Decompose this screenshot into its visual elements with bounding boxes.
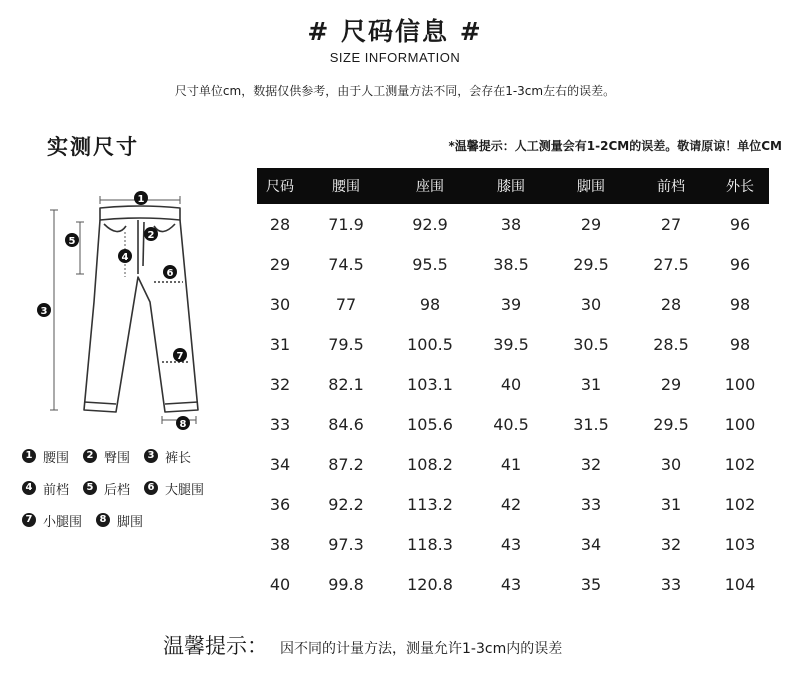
table-cell: 34 xyxy=(580,534,602,554)
legend-label: 小腿围 xyxy=(43,514,83,530)
legend-item-length xyxy=(144,447,191,466)
table-cell: 42 xyxy=(500,494,522,514)
table-cell: 30 xyxy=(580,294,602,314)
table-cell: 33 xyxy=(660,574,682,594)
legend-label: 后档 xyxy=(104,482,131,498)
table-cell: 30 xyxy=(660,454,682,474)
table-cell: 28 xyxy=(269,214,291,234)
legend-label: 腰围 xyxy=(43,450,70,466)
column-header: 座围 xyxy=(389,168,471,204)
table-cell: 27.5 xyxy=(653,254,689,274)
table-row xyxy=(257,404,769,444)
legend-number: 2 xyxy=(83,449,97,463)
size-table xyxy=(257,168,769,604)
table-cell: 77 xyxy=(335,294,357,314)
marker-8: 8 xyxy=(179,419,187,430)
table-cell: 41 xyxy=(500,454,522,474)
table-cell: 74.5 xyxy=(328,254,364,274)
table-cell: 100 xyxy=(724,414,756,434)
table-cell: 32 xyxy=(660,534,682,554)
table-cell: 100 xyxy=(724,374,756,394)
column-header: 前档 xyxy=(631,168,711,204)
marker-2: 2 xyxy=(147,230,155,241)
table-cell: 31 xyxy=(580,374,602,394)
table-cell: 35 xyxy=(580,574,602,594)
legend-item-thigh xyxy=(144,479,204,498)
table-cell: 104 xyxy=(724,574,756,594)
table-cell: 113.2 xyxy=(407,494,453,514)
table-row xyxy=(257,524,769,564)
marker-5: 5 xyxy=(68,236,76,247)
legend-item-hem xyxy=(96,511,143,530)
table-cell: 96 xyxy=(729,214,751,234)
table-cell: 34 xyxy=(269,454,291,474)
column-header: 膝围 xyxy=(471,168,551,204)
marker-1: 1 xyxy=(137,194,145,205)
legend-item-hip xyxy=(83,447,130,466)
table-cell: 43 xyxy=(500,574,522,594)
table-cell: 29 xyxy=(269,254,291,274)
legend-number: 1 xyxy=(22,449,36,463)
table-cell: 27 xyxy=(660,214,682,234)
marker-4: 4 xyxy=(121,252,129,263)
legend-number: 3 xyxy=(144,449,158,463)
table-cell: 40 xyxy=(500,374,522,394)
table-cell: 33 xyxy=(580,494,602,514)
tip-note: *温馨提示：人工测量会有1-2CM的误差。敬请原谅！单位CM xyxy=(448,139,782,153)
table-header-row xyxy=(257,168,769,204)
table-row xyxy=(257,564,769,604)
table-cell: 118.3 xyxy=(407,534,453,554)
column-header: 脚围 xyxy=(551,168,631,204)
legend-row xyxy=(22,477,252,499)
table-cell: 33 xyxy=(269,414,291,434)
legend-number: 5 xyxy=(83,481,97,495)
table-cell: 82.1 xyxy=(328,374,364,394)
pants-diagram xyxy=(30,182,240,432)
table-cell: 32 xyxy=(580,454,602,474)
footer-tip xyxy=(163,630,562,660)
legend-label: 臀围 xyxy=(104,450,131,466)
legend-label: 前档 xyxy=(43,482,70,498)
table-cell: 87.2 xyxy=(328,454,364,474)
table-cell: 108.2 xyxy=(407,454,453,474)
table-cell: 92.2 xyxy=(328,494,364,514)
table-cell: 31.5 xyxy=(573,414,609,434)
table-cell: 29 xyxy=(660,374,682,394)
table-cell: 38 xyxy=(269,534,291,554)
table-cell: 96 xyxy=(729,254,751,274)
marker-7: 7 xyxy=(176,351,184,362)
column-header: 腰围 xyxy=(303,168,389,204)
table-cell: 79.5 xyxy=(328,334,364,354)
table-cell: 95.5 xyxy=(412,254,448,274)
table-cell: 28 xyxy=(660,294,682,314)
table-cell: 98 xyxy=(729,334,751,354)
column-header: 尺码 xyxy=(257,168,303,204)
legend-label: 脚围 xyxy=(117,514,144,530)
table-cell: 39 xyxy=(500,294,522,314)
legend-row xyxy=(22,509,252,531)
pants-illustration xyxy=(30,182,240,432)
table-row xyxy=(257,364,769,404)
table-cell: 29.5 xyxy=(653,414,689,434)
table-row xyxy=(257,244,769,284)
marker-3: 3 xyxy=(40,306,48,317)
table-row xyxy=(257,484,769,524)
table-row xyxy=(257,284,769,324)
footer-label: 温馨提示： xyxy=(163,634,268,658)
section-title: 实测尺寸 xyxy=(47,135,139,159)
legend-item-front-rise xyxy=(22,479,69,498)
table-cell: 92.9 xyxy=(412,214,448,234)
table-cell: 31 xyxy=(660,494,682,514)
page-subtitle: SIZE INFORMATION xyxy=(329,50,461,65)
intro-text: 尺寸单位cm，数据仅供参考，由于人工测量方法不同，会存在1-3cm左右的误差。 xyxy=(174,84,616,98)
table-cell: 39.5 xyxy=(493,334,529,354)
table-cell: 98 xyxy=(419,294,441,314)
table-cell: 29.5 xyxy=(573,254,609,274)
legend-number: 4 xyxy=(22,481,36,495)
table-cell: 31 xyxy=(269,334,291,354)
legend-item-calf xyxy=(22,511,82,530)
table-cell: 38 xyxy=(500,214,522,234)
footer-text: 因不同的计量方法，测量允许1-3cm内的误差 xyxy=(280,641,563,657)
table-cell: 100.5 xyxy=(407,334,453,354)
legend-number: 6 xyxy=(144,481,158,495)
legend-row xyxy=(22,445,252,467)
table-cell: 40.5 xyxy=(493,414,529,434)
diagram-markers xyxy=(37,191,190,430)
table-cell: 103.1 xyxy=(407,374,453,394)
table-cell: 103 xyxy=(724,534,756,554)
table-cell: 102 xyxy=(724,454,756,474)
legend-label: 大腿围 xyxy=(165,482,205,498)
legend-number: 7 xyxy=(22,513,36,527)
column-header: 外长 xyxy=(711,168,769,204)
table-cell: 71.9 xyxy=(328,214,364,234)
table-cell: 29 xyxy=(580,214,602,234)
table-row xyxy=(257,204,769,244)
table-cell: 102 xyxy=(724,494,756,514)
table-cell: 98 xyxy=(729,294,751,314)
table-body xyxy=(257,204,769,604)
table-cell: 36 xyxy=(269,494,291,514)
table-row xyxy=(257,324,769,364)
legend-label: 裤长 xyxy=(165,450,192,466)
table-cell: 43 xyxy=(500,534,522,554)
table-cell: 40 xyxy=(269,574,291,594)
table-cell: 120.8 xyxy=(407,574,453,594)
table-cell: 30.5 xyxy=(573,334,609,354)
table-cell: 97.3 xyxy=(328,534,364,554)
table-cell: 28.5 xyxy=(653,334,689,354)
legend-item-waist xyxy=(22,447,69,466)
table-cell: 99.8 xyxy=(328,574,364,594)
measurement-legend xyxy=(22,445,252,541)
table-cell: 84.6 xyxy=(328,414,364,434)
legend-number: 8 xyxy=(96,513,110,527)
table-cell: 32 xyxy=(269,374,291,394)
table-row xyxy=(257,444,769,484)
table-cell: 30 xyxy=(269,294,291,314)
page-title: # 尺码信息 # xyxy=(307,17,483,46)
table-cell: 105.6 xyxy=(407,414,453,434)
legend-item-back-rise xyxy=(83,479,130,498)
marker-6: 6 xyxy=(166,268,174,279)
table-cell: 38.5 xyxy=(493,254,529,274)
